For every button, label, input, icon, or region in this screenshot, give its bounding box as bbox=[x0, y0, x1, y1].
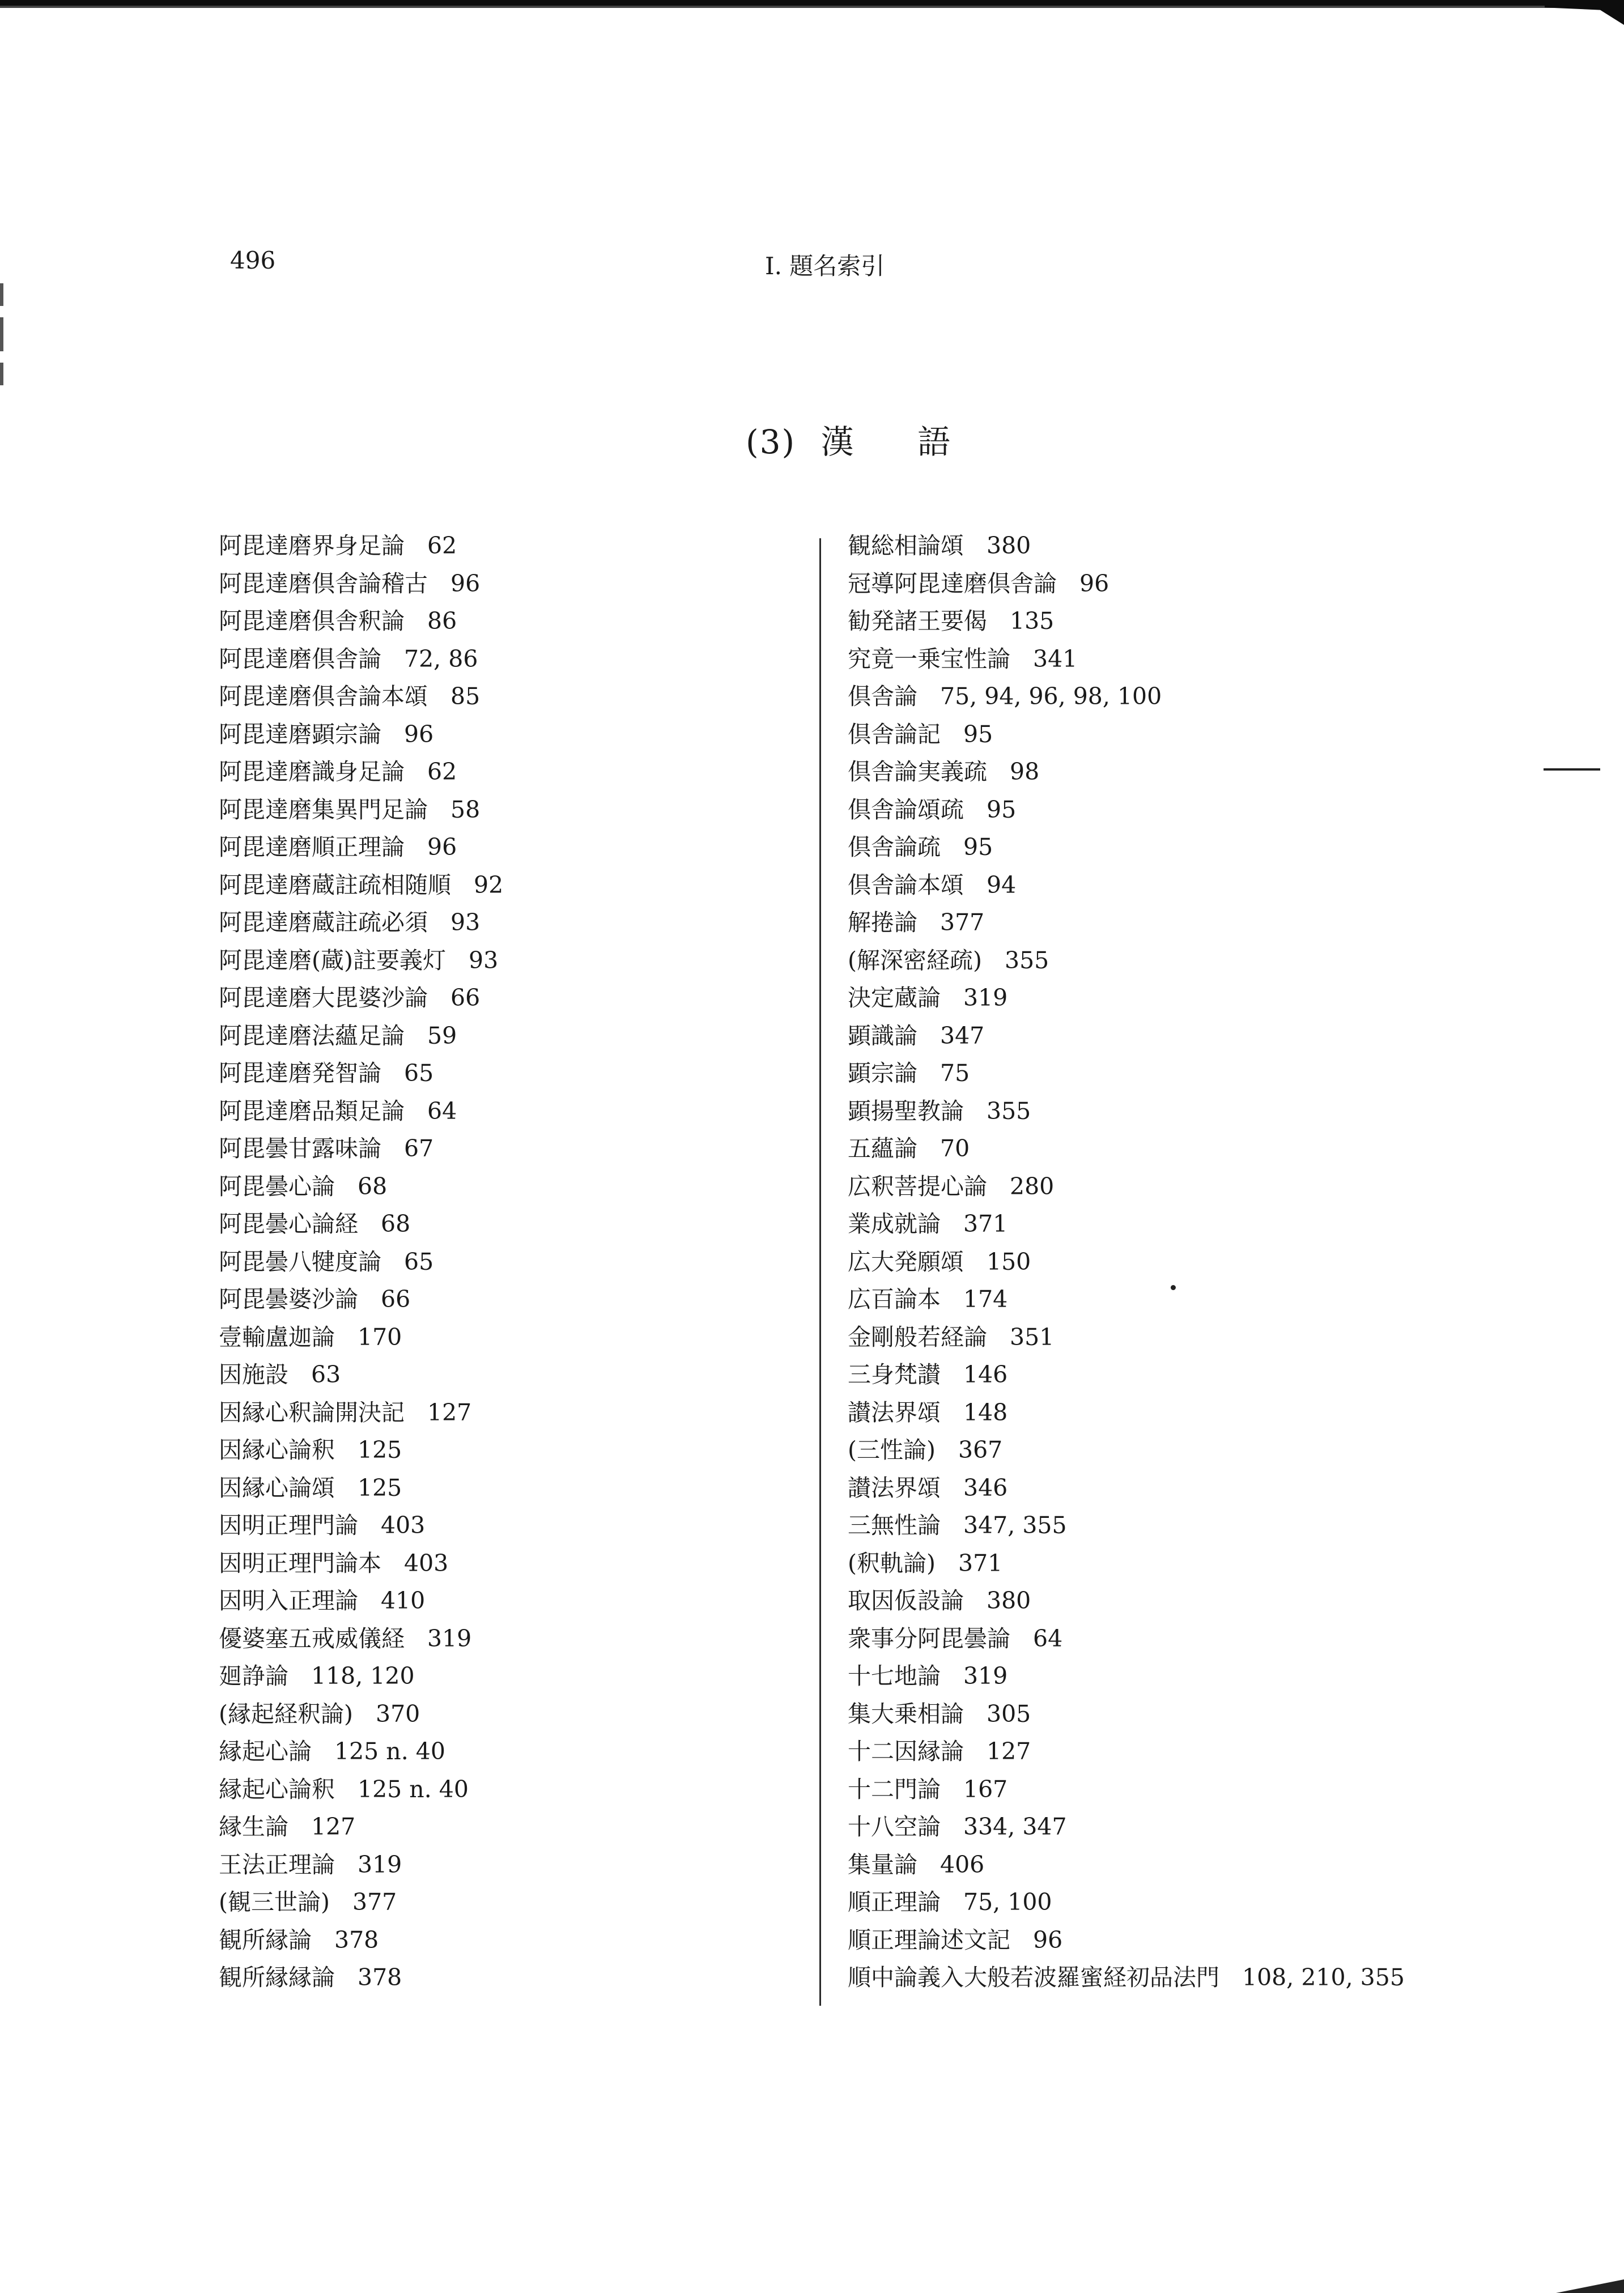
index-entry bbox=[848, 1883, 1584, 1921]
entry-pages: 370 bbox=[376, 1700, 420, 1728]
index-entry bbox=[219, 1883, 785, 1921]
entry-title: 倶舎論実義疏 bbox=[848, 758, 987, 785]
index-entry bbox=[848, 640, 1584, 678]
entry-pages: 403 bbox=[404, 1549, 449, 1577]
index-entry bbox=[219, 1130, 785, 1168]
entry-pages: 371 bbox=[963, 1210, 1008, 1237]
index-column-left bbox=[219, 527, 785, 1997]
scan-corner bbox=[1556, 2279, 1624, 2293]
index-entry bbox=[848, 828, 1584, 866]
index-entry bbox=[848, 1092, 1584, 1130]
section-title-char: 語 bbox=[917, 423, 952, 461]
index-entry bbox=[848, 527, 1584, 565]
entry-title: 冠導阿毘達磨倶舎論 bbox=[848, 569, 1057, 597]
index-entry bbox=[848, 1620, 1584, 1658]
entry-pages: 355 bbox=[1005, 946, 1049, 974]
entry-title: (縁起経釈論) bbox=[219, 1700, 353, 1728]
index-entry bbox=[848, 1695, 1584, 1733]
entry-pages: 150 bbox=[987, 1248, 1031, 1275]
entry-pages: 65 bbox=[404, 1248, 434, 1275]
index-entry bbox=[219, 1959, 785, 1997]
entry-pages: 170 bbox=[358, 1323, 402, 1351]
entry-title: 因縁心釈論開決記 bbox=[219, 1398, 405, 1426]
entry-title: 倶舎論記 bbox=[848, 720, 941, 748]
entry-title: 金剛般若経論 bbox=[848, 1323, 987, 1351]
entry-title: 阿毘達磨大毘婆沙論 bbox=[219, 984, 428, 1011]
index-entry bbox=[219, 1921, 785, 1959]
entry-pages: 167 bbox=[963, 1775, 1008, 1803]
entry-pages: 95 bbox=[987, 795, 1017, 823]
entry-title: 衆事分阿毘曇論 bbox=[848, 1624, 1010, 1652]
index-entry bbox=[848, 1318, 1584, 1356]
entry-title: 阿毘曇八犍度論 bbox=[219, 1248, 381, 1275]
index-entry bbox=[219, 1356, 785, 1394]
entry-pages: 64 bbox=[1033, 1624, 1063, 1652]
index-entry bbox=[219, 1092, 785, 1130]
entry-pages: 378 bbox=[358, 1964, 402, 1991]
entry-title: 観所縁縁論 bbox=[219, 1964, 335, 1991]
index-entry bbox=[219, 602, 785, 640]
entry-title: 因明正理門論本 bbox=[219, 1549, 381, 1577]
entry-pages: 96 bbox=[1033, 1926, 1063, 1954]
index-entry bbox=[219, 866, 785, 904]
entry-title: 縁起心論釈 bbox=[219, 1775, 335, 1803]
index-entry bbox=[848, 1205, 1584, 1243]
index-entry bbox=[219, 1620, 785, 1658]
entry-title: 広釈菩提心論 bbox=[848, 1172, 987, 1200]
entry-title: 讃法界頌 bbox=[848, 1398, 941, 1426]
entry-title: 集量論 bbox=[848, 1850, 917, 1878]
entry-pages: 305 bbox=[987, 1700, 1031, 1728]
section-number: (3) bbox=[746, 423, 796, 461]
entry-pages: 70 bbox=[940, 1135, 970, 1162]
entry-pages: 148 bbox=[963, 1398, 1008, 1426]
entry-pages: 94 bbox=[987, 871, 1017, 899]
index-entry bbox=[219, 1545, 785, 1582]
entry-title: 廻諍論 bbox=[219, 1662, 288, 1690]
entry-pages: 66 bbox=[381, 1286, 411, 1313]
entry-title: 十七地論 bbox=[848, 1662, 941, 1690]
index-entry bbox=[219, 1054, 785, 1092]
index-entry bbox=[848, 1959, 1584, 1997]
entry-pages: 378 bbox=[334, 1926, 379, 1954]
entry-pages: 75 bbox=[940, 1060, 970, 1087]
entry-pages: 108, 210, 355 bbox=[1242, 1964, 1405, 1991]
entry-pages: 95 bbox=[963, 720, 993, 748]
entry-title: (解深密経疏) bbox=[848, 946, 982, 974]
entry-pages: 135 bbox=[1010, 607, 1055, 635]
index-entry bbox=[219, 1657, 785, 1695]
entry-pages: 341 bbox=[1033, 645, 1078, 673]
entry-pages: 96 bbox=[427, 833, 457, 861]
entry-title: (観三世論) bbox=[219, 1888, 330, 1916]
entry-pages: 68 bbox=[381, 1210, 411, 1237]
entry-pages: 377 bbox=[940, 909, 985, 936]
entry-pages: 355 bbox=[987, 1097, 1031, 1125]
entry-title: 倶舎論 bbox=[848, 683, 917, 710]
entry-pages: 58 bbox=[450, 795, 481, 823]
index-entry bbox=[848, 1243, 1584, 1281]
index-entry bbox=[848, 678, 1584, 716]
index-entry bbox=[219, 1808, 785, 1846]
entry-pages: 319 bbox=[963, 984, 1008, 1011]
running-head: I. 題名索引 bbox=[765, 252, 885, 280]
entry-title: 広大発願頌 bbox=[848, 1248, 964, 1275]
index-entry bbox=[848, 1280, 1584, 1318]
index-entry bbox=[219, 904, 785, 942]
index-entry bbox=[219, 1318, 785, 1356]
entry-pages: 63 bbox=[311, 1361, 341, 1388]
entry-title: 倶舎論疏 bbox=[848, 833, 941, 861]
entry-pages: 127 bbox=[427, 1398, 472, 1426]
index-entry bbox=[219, 1469, 785, 1507]
entry-title: 阿毘達磨発智論 bbox=[219, 1060, 381, 1087]
index-entry bbox=[219, 565, 785, 603]
index-entry bbox=[848, 791, 1584, 829]
scan-mark-left bbox=[0, 317, 3, 351]
entry-pages: 86 bbox=[427, 607, 457, 635]
entry-title: 決定蔵論 bbox=[848, 984, 941, 1011]
column-rule bbox=[819, 538, 821, 2006]
entry-title: 阿毘曇心論経 bbox=[219, 1210, 358, 1237]
index-entry bbox=[848, 1356, 1584, 1394]
entry-pages: 174 bbox=[963, 1286, 1008, 1313]
entry-title: 因明正理門論 bbox=[219, 1512, 358, 1539]
entry-title: 阿毘曇甘露味論 bbox=[219, 1135, 381, 1162]
entry-pages: 59 bbox=[427, 1022, 457, 1049]
entry-title: 阿毘達磨倶舎釈論 bbox=[219, 607, 405, 635]
entry-pages: 75, 94, 96, 98, 100 bbox=[940, 683, 1162, 710]
index-entry bbox=[848, 1771, 1584, 1809]
index-entry bbox=[848, 1846, 1584, 1884]
index-entry bbox=[219, 1168, 785, 1206]
entry-pages: 118, 120 bbox=[311, 1662, 415, 1690]
index-entry bbox=[848, 866, 1584, 904]
entry-pages: 367 bbox=[958, 1436, 1003, 1464]
index-entry bbox=[848, 1507, 1584, 1545]
index-entry bbox=[848, 602, 1584, 640]
entry-pages: 319 bbox=[963, 1662, 1008, 1690]
index-entry bbox=[848, 904, 1584, 942]
entry-pages: 68 bbox=[358, 1172, 388, 1200]
entry-title: 因縁心論釈 bbox=[219, 1436, 335, 1464]
entry-pages: 62 bbox=[427, 758, 457, 785]
index-entry bbox=[219, 1205, 785, 1243]
entry-title: 五蘊論 bbox=[848, 1135, 917, 1162]
entry-pages: 98 bbox=[1010, 758, 1040, 785]
entry-title: 究竟一乗宝性論 bbox=[848, 645, 1010, 673]
entry-pages: 93 bbox=[450, 909, 481, 936]
entry-title: 三身梵讃 bbox=[848, 1361, 941, 1388]
entry-title: 阿毘達磨法蘊足論 bbox=[219, 1022, 405, 1049]
index-entry bbox=[848, 1394, 1584, 1432]
entry-title: 倶舎論本頌 bbox=[848, 871, 964, 899]
entry-pages: 125 n. 40 bbox=[334, 1738, 445, 1765]
index-entry bbox=[219, 1017, 785, 1055]
entry-pages: 403 bbox=[381, 1512, 426, 1539]
entry-pages: 371 bbox=[958, 1549, 1003, 1577]
entry-title: 十二門論 bbox=[848, 1775, 941, 1803]
entry-title: 讃法界頌 bbox=[848, 1474, 941, 1501]
entry-pages: 96 bbox=[1079, 569, 1109, 597]
entry-pages: 75, 100 bbox=[963, 1888, 1052, 1916]
index-entry bbox=[848, 1657, 1584, 1695]
entry-pages: 146 bbox=[963, 1361, 1008, 1388]
entry-pages: 127 bbox=[987, 1738, 1031, 1765]
entry-title: 十八空論 bbox=[848, 1813, 941, 1840]
index-entry bbox=[219, 1243, 785, 1281]
entry-title: 壹輸盧迦論 bbox=[219, 1323, 335, 1351]
entry-pages: 125 bbox=[358, 1436, 402, 1464]
index-entry bbox=[219, 1733, 785, 1771]
entry-title: 倶舎論頌疏 bbox=[848, 795, 964, 823]
index-entry bbox=[219, 1582, 785, 1620]
scan-mark-left bbox=[0, 283, 3, 306]
entry-title: (釈軌論) bbox=[848, 1549, 936, 1577]
index-entry bbox=[848, 1168, 1584, 1206]
entry-pages: 65 bbox=[404, 1060, 434, 1087]
entry-pages: 380 bbox=[987, 1587, 1031, 1614]
scan-mark-left bbox=[0, 363, 3, 385]
entry-pages: 125 n. 40 bbox=[358, 1775, 469, 1803]
entry-title: 勧発諸王要偈 bbox=[848, 607, 987, 635]
entry-pages: 85 bbox=[450, 683, 481, 710]
index-entry bbox=[219, 1431, 785, 1469]
index-entry bbox=[848, 1545, 1584, 1582]
entry-title: 阿毘達磨倶舎論稽古 bbox=[219, 569, 428, 597]
entry-title: 取因仮設論 bbox=[848, 1587, 964, 1614]
entry-title: 因縁心論頌 bbox=[219, 1474, 335, 1501]
entry-pages: 64 bbox=[427, 1097, 457, 1125]
index-entry bbox=[848, 565, 1584, 603]
entry-pages: 67 bbox=[404, 1135, 434, 1162]
entry-title: (三性論) bbox=[848, 1436, 936, 1464]
index-entry bbox=[848, 1130, 1584, 1168]
index-entry bbox=[219, 678, 785, 716]
index-entry bbox=[219, 640, 785, 678]
entry-pages: 62 bbox=[427, 532, 457, 559]
entry-title: 顕揚聖教論 bbox=[848, 1097, 964, 1125]
index-column-right bbox=[848, 527, 1584, 1997]
entry-title: 縁生論 bbox=[219, 1813, 288, 1840]
entry-title: 業成就論 bbox=[848, 1210, 941, 1237]
entry-title: 阿毘達磨界身足論 bbox=[219, 532, 405, 559]
entry-title: 順正理論述文記 bbox=[848, 1926, 1010, 1954]
index-entry bbox=[219, 979, 785, 1017]
index-entry bbox=[848, 942, 1584, 980]
entry-pages: 66 bbox=[450, 984, 481, 1011]
entry-title: 因明入正理論 bbox=[219, 1587, 358, 1614]
entry-title: 王法正理論 bbox=[219, 1850, 335, 1878]
entry-pages: 95 bbox=[963, 833, 993, 861]
entry-pages: 380 bbox=[987, 532, 1031, 559]
entry-pages: 92 bbox=[474, 871, 504, 899]
index-entry bbox=[219, 753, 785, 791]
entry-pages: 319 bbox=[427, 1624, 472, 1652]
entry-title: 観総相論頌 bbox=[848, 532, 964, 559]
entry-pages: 334, 347 bbox=[963, 1813, 1067, 1840]
entry-pages: 319 bbox=[358, 1850, 402, 1878]
index-entry bbox=[219, 1394, 785, 1432]
entry-pages: 347 bbox=[940, 1022, 985, 1049]
index-entry bbox=[848, 753, 1584, 791]
entry-title: 阿毘達磨蔵註疏相随順 bbox=[219, 871, 451, 899]
entry-title: 阿毘達磨識身足論 bbox=[219, 758, 405, 785]
entry-pages: 280 bbox=[1010, 1172, 1055, 1200]
entry-pages: 346 bbox=[963, 1474, 1008, 1501]
entry-pages: 377 bbox=[352, 1888, 397, 1916]
index-entry bbox=[848, 1431, 1584, 1469]
scan-edge-top bbox=[0, 0, 1624, 10]
index-entry bbox=[848, 1017, 1584, 1055]
index-entry bbox=[848, 1808, 1584, 1846]
entry-pages: 406 bbox=[940, 1850, 985, 1878]
index-entry bbox=[219, 1280, 785, 1318]
index-entry bbox=[219, 1846, 785, 1884]
entry-title: 観所縁論 bbox=[219, 1926, 312, 1954]
entry-title: 十二因縁論 bbox=[848, 1738, 964, 1765]
section-title bbox=[746, 419, 951, 465]
entry-title: 阿毘達磨顕宗論 bbox=[219, 720, 381, 748]
index-entry bbox=[219, 527, 785, 565]
entry-title: 阿毘達磨品類足論 bbox=[219, 1097, 405, 1125]
index-entry bbox=[848, 1921, 1584, 1959]
entry-title: 阿毘達磨倶舎論 bbox=[219, 645, 381, 673]
entry-title: 順正理論 bbox=[848, 1888, 941, 1916]
entry-title: 優婆塞五戒威儀経 bbox=[219, 1624, 405, 1652]
index-entry bbox=[219, 716, 785, 754]
entry-title: 阿毘曇心論 bbox=[219, 1172, 335, 1200]
entry-pages: 351 bbox=[1010, 1323, 1055, 1351]
index-entry bbox=[848, 1582, 1584, 1620]
entry-title: 三無性論 bbox=[848, 1512, 941, 1539]
index-entry bbox=[219, 1771, 785, 1809]
index-entry bbox=[848, 1733, 1584, 1771]
entry-title: 集大乗相論 bbox=[848, 1700, 964, 1728]
entry-title: 阿毘達磨(蔵)註要義灯 bbox=[219, 946, 446, 974]
index-entry bbox=[219, 942, 785, 980]
entry-title: 阿毘達磨倶舎論本頌 bbox=[219, 683, 428, 710]
index-entry bbox=[848, 716, 1584, 754]
index-entry bbox=[848, 1469, 1584, 1507]
index-entry bbox=[219, 1695, 785, 1733]
entry-title: 因施設 bbox=[219, 1361, 288, 1388]
entry-pages: 347, 355 bbox=[963, 1512, 1067, 1539]
entry-title: 広百論本 bbox=[848, 1286, 941, 1313]
index-entry bbox=[219, 828, 785, 866]
entry-pages: 125 bbox=[358, 1474, 402, 1501]
entry-pages: 93 bbox=[469, 946, 499, 974]
section-title-char: 漢 bbox=[820, 423, 855, 461]
entry-title: 顕宗論 bbox=[848, 1060, 917, 1087]
page-number: 496 bbox=[230, 246, 276, 274]
entry-title: 順中論義入大般若波羅蜜経初品法門 bbox=[848, 1964, 1219, 1991]
entry-title: 阿毘達磨集異門足論 bbox=[219, 795, 428, 823]
entry-title: 阿毘達磨蔵註疏必須 bbox=[219, 909, 428, 936]
entry-pages: 72, 86 bbox=[404, 645, 478, 673]
index-entry bbox=[848, 1054, 1584, 1092]
entry-pages: 96 bbox=[450, 569, 481, 597]
index-entry bbox=[848, 979, 1584, 1017]
entry-title: 顕識論 bbox=[848, 1022, 917, 1049]
entry-title: 解捲論 bbox=[848, 909, 917, 936]
entry-pages: 96 bbox=[404, 720, 434, 748]
entry-title: 縁起心論 bbox=[219, 1738, 312, 1765]
entry-title: 阿毘達磨順正理論 bbox=[219, 833, 405, 861]
index-entry bbox=[219, 791, 785, 829]
index-entry bbox=[219, 1507, 785, 1545]
entry-title: 阿毘曇婆沙論 bbox=[219, 1286, 358, 1313]
entry-pages: 127 bbox=[311, 1813, 356, 1840]
entry-pages: 410 bbox=[381, 1587, 426, 1614]
